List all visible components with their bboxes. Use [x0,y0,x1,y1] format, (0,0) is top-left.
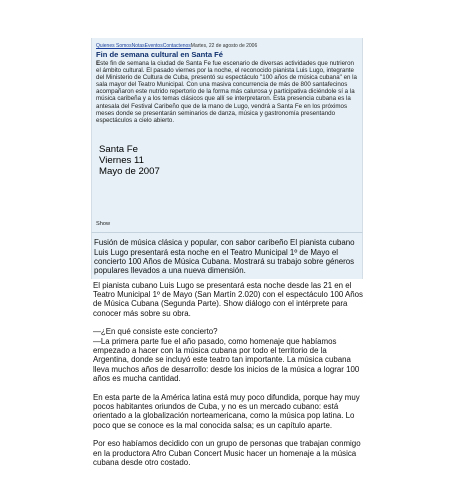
dateline-day: Viernes 11 [99,155,144,167]
nav-link-notas[interactable]: Notas [131,43,145,49]
section-label: Show [96,221,110,228]
nav-link-contactenos[interactable]: Contactenos [162,43,191,49]
nav-link-quienes-somos[interactable]: Quienes Somos [96,43,132,49]
nav-date: Martes, 22 de agosto de 2006 [190,43,258,49]
interview-answer: —La primera parte fue el año pasado, como homenaje que habíamos empezado a hacer con la música cubana por todo el territorio de la Argentina, donde se incluyó este teatro tan importante. La música cubana lleva muchos años de desarrollo: desde los inicios de la música a lograr 100 años es mucha cantidad. [93,336,360,384]
article-panel [91,38,363,232]
interview-question: —¿En qué consiste este concierto? [93,327,218,337]
dateline [99,144,358,178]
paragraph-latin-america: En esta parte de la América latina está muy poco difundida, porque hay muy pocos habitantes oriundos de Cuba, y no es un mercado cubano: está orientado a la globalización norteamericana, como la música pop latina. Lo poco que se conoce es la mal conocida salsa; es un capítulo aparte. [93,392,360,430]
dateline-month: Mayo de 2007 [99,166,160,178]
nav-link-eventos[interactable]: Eventos [144,43,163,49]
dateline-city: Santa Fe [99,143,138,155]
lead-text: Fusión de música clásica y popular, con sabor caribeño El pianista cubano Luis Lugo presentará esta noche en el Teatro Municipal 1º de Mayo el concierto 100 Años de Música Cubana. Mostrará su trabajo sobre géneros populares llevados a una nueva dimensión. [91,232,363,278]
paragraph-intro: El pianista cubano Luis Lugo se presentará esta noche desde las 21 en el Teatro Municipal 1º de Mayo (San Martín 2.020) con el espectáculo 100 Años de Música Cubana (Segunda Parte). Show diálogo con el intérprete para conocer más sobre su obra. [93,280,364,318]
main-content [91,279,363,468]
article-body-text: ste fin de semana la ciudad de Santa Fe fue escenario de diversas actividades que nutrieron el ámbito cultural. El pasado viernes por la noche, el reconocido pianista Luis Lugo, integrante del Ministerio de Cultura de Cuba, presentó su espectáculo "100 años de música cubana" en la sala mayor del Teatro Municipal. Con una masiva concurrencia de más de 800 santafecinos acompañaron este nutrido repertorio de la forma más calurosa y participativa diciéndole sí a la música caribeña y a los temas clásicos que allí se interpretaron. Esta presencia cubana es la antesala del Festival Caribeño que de la mano de Lugo, vendrá a Santa Fe en los próximos meses donde se presentarán seminarios de danza, música y gastronomía presentando espectáculos a cielo abierto. [96,60,357,124]
article-body [96,60,358,124]
paragraph-homage: Por eso habíamos decidido con un grupo de personas que trabajan conmigo en la productora Afro Cuban Concert Music hacer un homenaje a la música cubana desde otro costado. [93,439,361,468]
page [91,38,363,477]
top-nav [96,43,358,50]
article-title: Fin de semana cultural en Santa Fé [96,50,224,59]
panel-spacer [96,177,358,221]
article-drop-cap: E [96,60,101,67]
